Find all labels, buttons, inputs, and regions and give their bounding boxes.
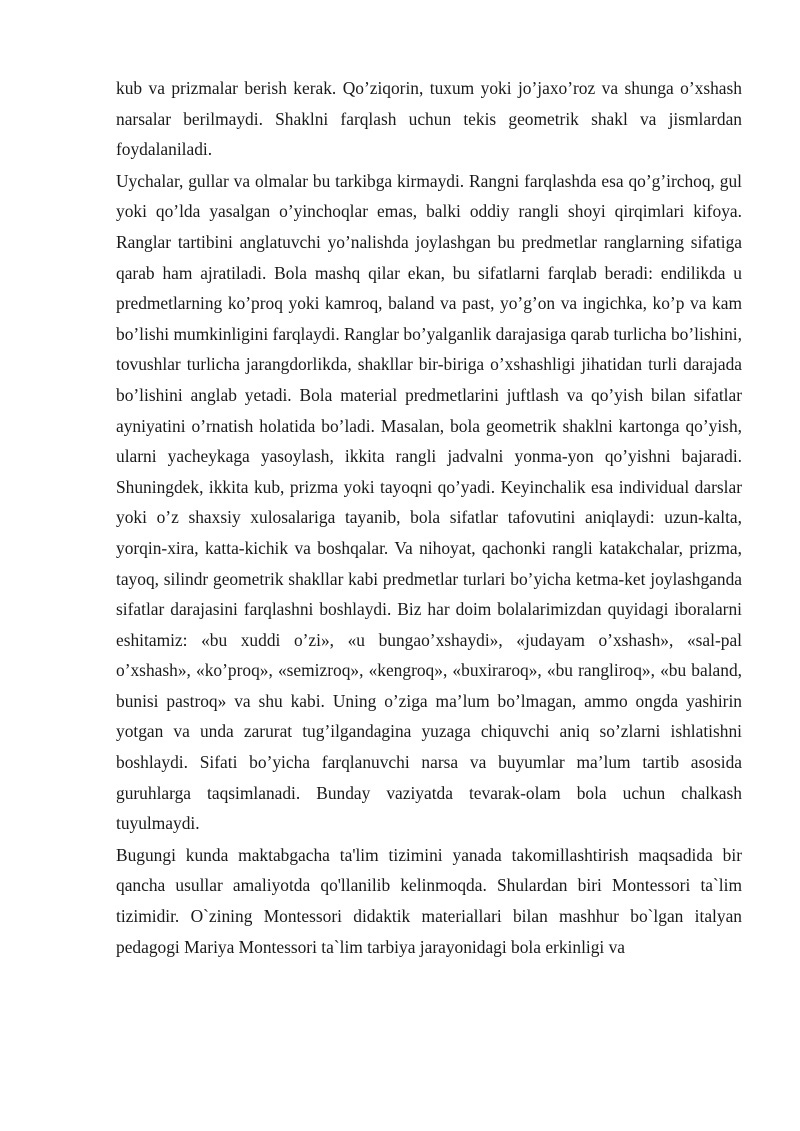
paragraph-continuation: kub va prizmalar berish kerak. Qo’ziqorin, tuxum yoki jo’jaxo’roz va shunga o’xshash narsalar berilmaydi. Shaklni farqlash uchun tekis geometrik shakl va jismlardan foydalaniladi. [116,78,742,160]
body-text [116,73,742,962]
paragraph-main: Uychalar, gullar va olmalar bu tarkibga kirmaydi. Rangni farqlashda esa qo’g’irchoq, gul yoki qo’lda yasalgan o’yinchoqlar emas, balki oddiy rangli shoyi qirqimlari kifoya. Ranglar tartibini anglatuvchi yo’nalishda joylashgan bu predmetlar ranglarning sifatiga qarab ham ajratiladi. Bola mashq qilar ekan, bu sifatlarni farqlab beradi: endilikda u predmetlarning ko’proq yoki kamroq, baland va past, yo’g’on va ingichka, ko’p va kam bo’lishi mumkinligini farqlaydi. Ranglar bo’yalganlik darajasiga qarab turlicha bo’lishini, tovushlar turlicha jarangdorlikda, shakllar bir-biriga o’xshashligi jihatidan turli darajada bo’lishini anglab yetadi. Bola material predmetlarini juftlash va qo’yish bilan sifatlar ayniyatini o’rnatish holatida bo’ladi. Masalan, bola geometrik shaklni kartonga qo’yish, ularni yacheykaga yasoylash, ikkita rangli jadvalni yonma-yon qo’yishni bajaradi. Shuningdek, ikkita kub, prizma yoki tayoqni qo’yadi. Keyinchalik esa individual darslar yoki o’z shaxsiy xulosalariga tayanib, bola sifatlar tafovutini aniqlaydi: uzun-kalta, yorqin-xira, katta-kichik va boshqalar. Va nihoyat, qachonki rangli katakchalar, prizma, tayoq, silindr geometrik shakllar kabi predmetlar turlari bo’yicha ketma-ket joylashganda sifatlar darajasini farqlashni boshlaydi. Biz har doim bolalarimizdan quyidagi iboralarni eshitamiz: «bu xuddi o’zi», «u bungao’xshaydi», «judayam o’xshash», «sal-pal o’xshash», «ko’proq», «semizroq», «kengroq», «buxiraroq», «bu rangliroq», «bu baland, bunisi pastroq» va shu kabi. Uning o’ziga ma’lum bo’lmagan, ammo ongda yashirin yotgan va unda zarurat tug’ilgandagina yuzaga chiquvchi aniq so’zlarni ishlatishni boshlaydi. Sifati bo’yicha farqlanuvchi narsa va buyumlar ma’lum tartib asosida guruhlarga taqsimlanadi. Bunday vaziyatda tevarak-olam bola uchun chalkash tuyulmaydi. [116,170,742,834]
paragraph-montessori: Bugungi kunda maktabgacha ta'lim tizimini yanada takomillashtirish maqsadida bir qancha usullar amaliyotda qo'llanilib kelinmoqda. Shulardan biri Montessori ta`lim tizimidir. O`zining Montessori didaktik materiallari bilan mashhur bo`lgan italyan pedagogi Mariya Montessori ta`lim tarbiya jarayonidagi bola erkinligi va [116,844,742,957]
